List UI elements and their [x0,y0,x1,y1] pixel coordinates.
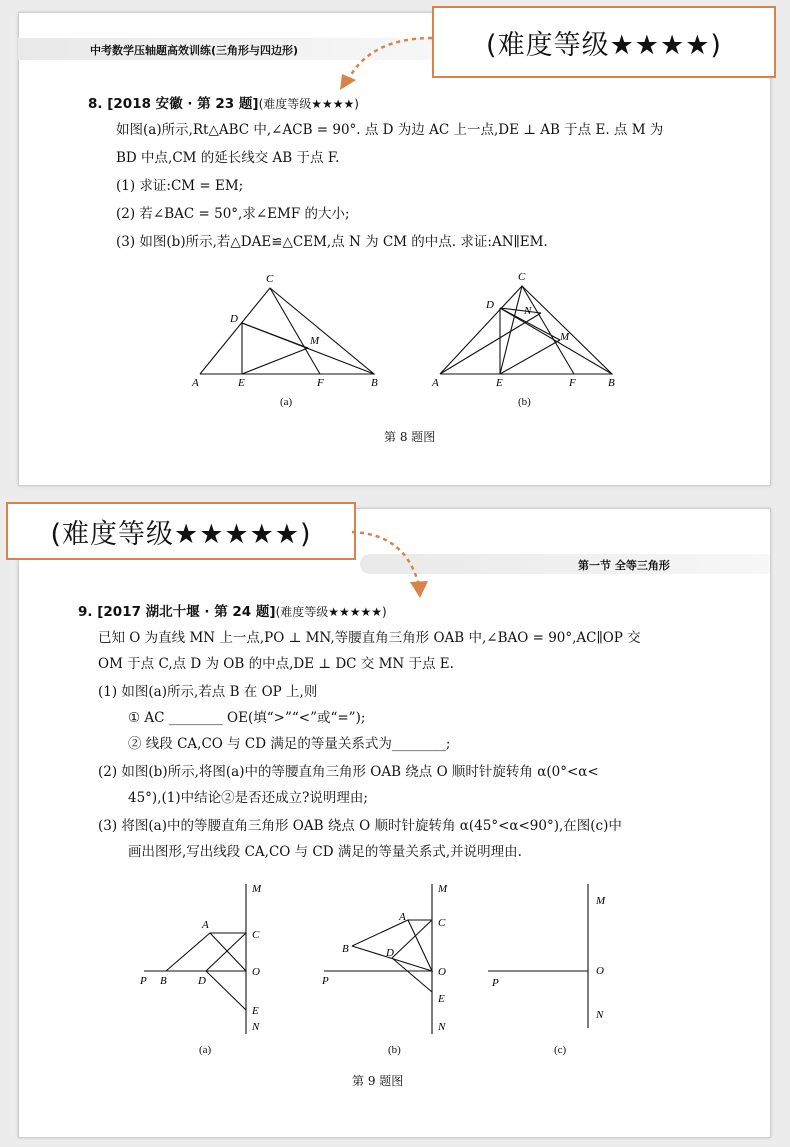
label-M: M [310,335,320,347]
label-E: E [438,993,445,1005]
question-9-part-3-line-2: 画出图形,写出线段 CA,CO 与 CD 满足的等量关系式,并说明理由. [128,844,522,860]
label-A: A [202,919,209,931]
label-C: C [438,917,446,929]
label-N: N [524,305,532,317]
label-E: E [496,377,503,389]
label-P: P [140,975,147,987]
label-M: M [596,895,606,907]
question-9-heading [78,600,387,620]
question-9-part-2-line-1: (2) 如图(b)所示,将图(a)中的等腰直角三角形 OAB 绕点 O 顺时针旋转角 α(0°<α< [98,764,599,780]
figure-8b-caption: (b) [518,396,531,408]
label-O: O [252,966,260,978]
question-8-heading [88,92,359,112]
label-E: E [238,377,245,389]
label-B: B [608,377,615,389]
callout-arrow-2 [348,524,438,604]
label-F: F [317,377,324,389]
callout-arrow-1 [330,28,440,98]
question-number: 8. [88,96,103,112]
difficulty-callout-4: (难度等级★★★★) [432,6,776,78]
label-D: D [198,975,206,987]
label-N: N [596,1009,604,1021]
question-8-part-1: (1) 求证:CM = EM; [116,178,244,194]
label-O: O [438,966,446,978]
label-N: N [252,1021,260,1033]
question-9-part-1-sub-1: ① AC ________ OE(填“>”“<”或“=”); [128,710,366,726]
label-B: B [160,975,167,987]
question-9-line-2: OM 于点 C,点 D 为 OB 的中点,DE ⊥ DC 交 MN 于点 E. [98,656,454,672]
label-P: P [492,977,499,989]
label-A: A [399,911,406,923]
label-D: D [386,947,394,959]
figure-9-title: 第 9 题图 [352,1074,404,1088]
question-8-line-2: BD 中点,CM 的延长线交 AB 于点 F. [116,150,340,166]
label-C: C [518,271,526,283]
label-E: E [252,1005,259,1017]
figure-9b [320,880,460,1040]
label-C: C [252,929,260,941]
figure-8a [188,268,388,408]
label-D: D [486,299,494,311]
figure-8-title: 第 8 题图 [384,430,436,444]
label-D: D [230,313,238,325]
question-9-part-1-sub-2: ② 线段 CA,CO 与 CD 满足的等量关系式为________; [128,736,451,752]
question-source: [2018 安徽 · 第 23 题] [107,96,259,112]
question-8-part-3: (3) 如图(b)所示,若△DAE≌△CEM,点 N 为 CM 的中点. 求证:AN∥EM. [116,234,548,250]
question-8-part-2: (2) 若∠BAC = 50°,求∠EMF 的大小; [116,206,350,222]
figure-9a [136,880,276,1040]
difficulty-label: (难度等级★★★★★) [275,605,387,619]
question-number: 9. [78,604,93,620]
question-9-part-2-line-2: 45°),(1)中结论②是否还成立?说明理由; [128,790,368,806]
question-9-part-3-line-1: (3) 将图(a)中的等腰直角三角形 OAB 绕点 O 顺时针旋转角 α(45°<α<90°),在图(c)中 [98,818,622,834]
figure-9c-caption: (c) [554,1044,567,1056]
difficulty-label: (难度等级★★★★) [258,97,359,111]
difficulty-callout-5: (难度等级★★★★★) [6,502,356,560]
label-M: M [252,883,262,895]
label-F: F [569,377,576,389]
label-A: A [192,377,199,389]
label-M: M [438,883,448,895]
section-header: 第一节 全等三角形 [578,559,670,572]
figure-9b-caption: (b) [388,1044,401,1056]
figure-8a-caption: (a) [280,396,293,408]
figure-9c [484,880,634,1040]
question-9-part-1: (1) 如图(a)所示,若点 B 在 OP 上,则 [98,684,318,700]
book-header: 中考数学压轴题高效训练(三角形与四边形) [90,44,299,57]
label-M: M [560,331,570,343]
label-B: B [342,943,349,955]
question-8-line-1: 如图(a)所示,Rt△ABC 中,∠ACB = 90°. 点 D 为边 AC 上一点,DE ⊥ AB 于点 E. 点 M 为 [116,122,664,138]
question-source: [2017 湖北十堰 · 第 24 题] [97,604,276,620]
question-9-line-1: 已知 O 为直线 MN 上一点,PO ⊥ MN,等腰直角三角形 OAB 中,∠BAO = 90°,AC∥OP 交 [98,630,641,646]
label-N: N [438,1021,446,1033]
figure-8b [428,268,628,408]
figure-9a-caption: (a) [199,1044,212,1056]
label-B: B [371,377,378,389]
label-O: O [596,965,604,977]
label-P: P [322,975,329,987]
label-A: A [432,377,439,389]
label-C: C [266,273,274,285]
